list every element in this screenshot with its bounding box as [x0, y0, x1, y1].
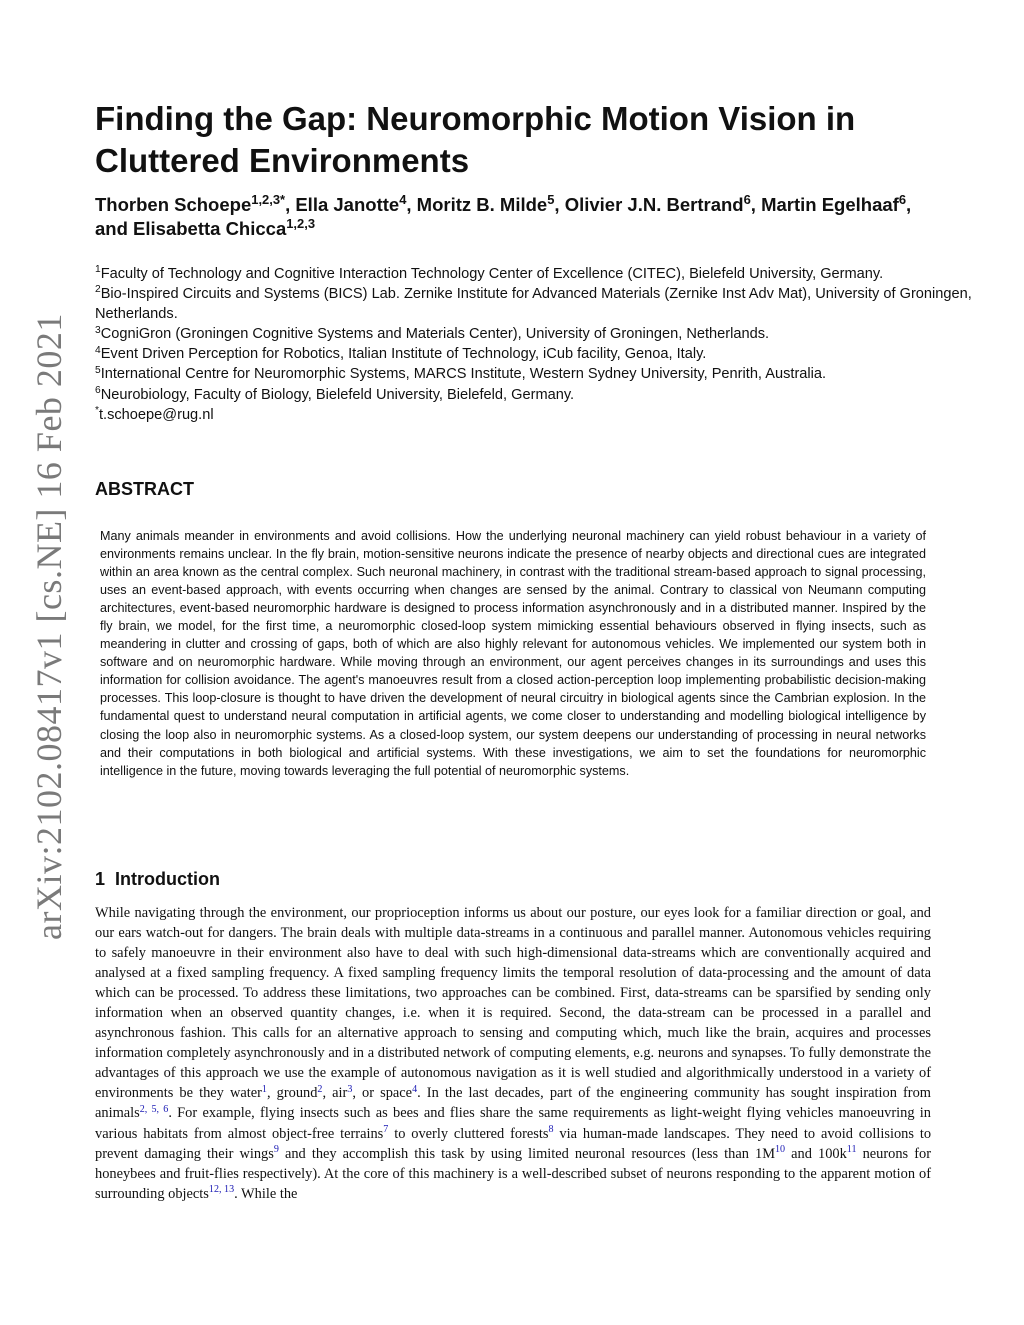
affiliation-item	[95, 324, 975, 344]
affiliation-mark: 2	[95, 284, 101, 296]
intro-text-segment: via human-made landscapes. They need to avoid collisions to prevent damaging their wings	[95, 1125, 932, 1162]
author-affiliation-mark: 1,2,3*	[251, 191, 286, 207]
intro-text-segment: and 100k	[785, 1145, 847, 1162]
intro-text-segment: . In the last decades, part of the engineering community has sought inspiration from animals	[95, 1085, 931, 1122]
citation-link[interactable]: 2, 5, 6	[139, 1103, 169, 1115]
affiliation-list	[95, 264, 975, 425]
intro-text-segment: , or space	[352, 1085, 413, 1102]
arxiv-identifier-stamp: arXiv:2102.08417v1 [cs.NE] 16 Feb 2021	[29, 313, 69, 940]
affiliation-text: Event Driven Perception for Robotics, Italian Institute of Technology, iCub facility, Genoa, Italy.	[100, 346, 707, 363]
author-affiliation-mark: 5	[547, 191, 555, 207]
affiliation-text: International Centre for Neuromorphic Systems, MARCS Institute, Western Sydney University, Penrith, Australia.	[100, 366, 827, 383]
author-list: Thorben Schoepe$^{1,2,3*}$, Ella Janotte$^4$, Moritz B. Milde$^5$, Olivier J.N. Bertrand$^6$, Martin Egelhaaf$^6$, and Elisabetta Chicca$^{1,2,3}$	[95, 191, 912, 239]
introduction-body	[95, 903, 931, 1204]
affiliation-mark: 4	[95, 344, 101, 356]
section-number: 1	[95, 869, 106, 889]
affiliation-text: CogniGron (Groningen Cognitive Systems and Materials Center), University of Groningen, Netherlands.	[100, 326, 770, 343]
citation-link[interactable]: 4	[412, 1083, 418, 1095]
intro-text-segment: neurons for honeybees and fruit-flies respectively). At the core of this machinery is a well-described subset of neurons responding to the apparent motion of surrounding objects	[95, 1145, 931, 1202]
affiliation-mark: 5	[95, 364, 101, 376]
citation-link[interactable]: 12, 13	[208, 1184, 235, 1196]
section-title: Introduction	[115, 869, 220, 889]
affiliation-mark: 6	[95, 384, 101, 396]
intro-text-segment: . For example, flying insects such as bees and flies share the same requirements as light-weight flying vehicles manoeuvring in various habitats from almost object-free terrains	[95, 1105, 931, 1142]
affiliation-text: Bio-Inspired Circuits and Systems (BICS) Lab. Zernike Institute for Advanced Materials (Zernike Inst Adv Mat), University of Groningen, Netherlands.	[95, 286, 972, 323]
intro-text-segment: to overly cluttered forests	[388, 1125, 549, 1142]
section-heading-introduction	[95, 869, 220, 890]
intro-text-segment: , air	[322, 1085, 348, 1102]
citation-link[interactable]: 1	[261, 1083, 267, 1095]
citation-link[interactable]: 7	[383, 1123, 389, 1135]
abstract-heading: ABSTRACT	[95, 479, 194, 499]
author-name: Elisabetta Chicca	[133, 218, 287, 239]
citation-link[interactable]: 8	[548, 1123, 554, 1135]
citation-link[interactable]: 3	[347, 1083, 353, 1095]
author-affiliation-mark: 6	[743, 191, 751, 207]
affiliation-item	[95, 284, 975, 324]
affiliation-item	[95, 364, 975, 384]
affiliation-item	[95, 344, 975, 364]
citation-link[interactable]: 10	[775, 1144, 786, 1156]
abstract-body: Many animals meander in environments and avoid collisions. How the underlying neuronal machinery can yield robust behaviour in a variety of environments remains unclear. In the fly brain, motion-sensitive neurons indicate the presence of nearby objects and directional cues are integrated within an area known as the central complex. Such neuronal machinery, in contrast with the traditional stream-based approach to signal processing, uses an event-based approach, with events occurring when changes are sensed by the animal. Contrary to classical von Neumann computing architectures, event-based neuromorphic hardware is designed to process information asynchronously and in a distributed manner. Inspired by the fly brain, we model, for the first time, a neuromorphic closed-loop system mimicking essential behaviours observed in flying insects, such as meandering in clutter and crossing of gaps, both of which are also highly relevant for autonomous vehicles. We implemented our system both in software and on neuromorphic hardware. While moving through an environment, our agent perceives changes in its surroundings and uses this information for collision avoidance. The agent's manoeuvres result from a closed action-perception loop implementing probabilistic decision-making processes. This loop-closure is thought to have driven the development of neural circuitry in biological agents since the Cambrian explosion. In the fundamental quest to understand neural computation in artificial agents, we come closer to understanding and modelling biological intelligence by closing the loop also in neuromorphic systems. As a closed-loop system, our system deepens our understanding of processing in neural networks and their computations in both biological and artificial systems. With these investigations, we aim to set the foundations for neuromorphic intelligence in the future, moving towards leveraging the full potential of neuromorphic systems.	[100, 529, 926, 778]
author-affiliation-mark: 6	[898, 191, 907, 207]
affiliation-text: Neurobiology, Faculty of Biology, Bielefeld University, Bielefeld, Germany.	[100, 386, 575, 403]
author-affiliation-mark: 1,2,3	[286, 215, 316, 231]
author-name: Ella Janotte	[295, 194, 400, 215]
affiliation-mark: *	[95, 405, 99, 417]
affiliation-mark: 1	[95, 264, 101, 276]
author-name: Moritz B. Milde	[416, 194, 548, 215]
citation-link[interactable]: 9	[273, 1144, 279, 1156]
authors-conjunction: and	[95, 218, 128, 239]
author-name: Martin Egelhaaf	[761, 194, 899, 215]
affiliation-item	[95, 264, 975, 284]
citation-link[interactable]: 2	[317, 1083, 323, 1095]
affiliation-text: Faculty of Technology and Cognitive Interaction Technology Center of Excellence (CITEC), Bielefeld University, Germany.	[100, 266, 884, 282]
paper-title: Finding the Gap: Neuromorphic Motion Vision in Cluttered Environments	[95, 100, 856, 179]
author-name: Olivier J.N. Bertrand	[564, 194, 744, 215]
citation-link[interactable]: 11	[846, 1144, 857, 1156]
affiliation-mark: 3	[95, 324, 101, 336]
intro-text-segment: . While the	[234, 1185, 298, 1202]
corresponding-email	[95, 405, 975, 425]
intro-text-segment: and they accomplish this task by using limited neuronal resources (less than 1M	[278, 1145, 776, 1162]
intro-text-segment: While navigating through the environment, our proprioception informs us about our posture, our eyes look for a familiar direction or goal, and our ears watch-out for dangers. The brain deals with multiple data-streams in a continuous and parallel manner. Autonomous vehicles requiring to safely manoeuvre in their environment also have to deal with such high-dimensional data-streams which are conventionally acquired and analysed at a fixed sampling frequency. A fixed sampling frequency limits the temporal resolution of data-processing and the amount of data which can be processed. To address these limitations, two approaches can be combined. First, data-streams can be sparsified by sending only information when an observed quantity changes, i.e. when it is required. Second, the data-stream can be processed in a parallel and asynchronous fashion. This calls for an alternative approach to sensing and computing which, much like the brain, acquires and processes information completely asynchronously and in a distributed network of computing elements, e.g. neurons and synapses. To fully demonstrate the advantages of this approach we use the example of autonomous navigation as it is well studied and algorithmically understood in a variety of environments be they water	[95, 905, 931, 1102]
affiliation-text: t.schoepe@rug.nl	[98, 406, 214, 423]
author-affiliation-mark: 4	[399, 191, 407, 207]
intro-text-segment: , ground	[266, 1085, 318, 1102]
affiliation-item	[95, 385, 975, 405]
author-name: Thorben Schoepe	[95, 194, 252, 215]
